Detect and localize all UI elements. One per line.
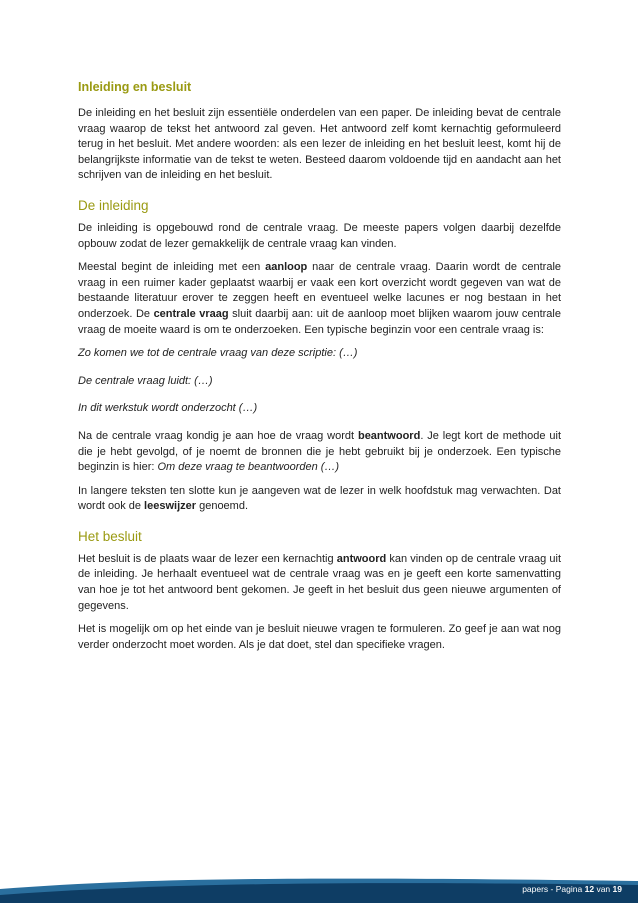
heading-inleiding: De inleiding [78,197,149,213]
footer-band [0,875,638,903]
page-content [78,80,561,661]
example-sentence-1: Zo komen we tot de centrale vraag van deze scriptie: (…) [78,347,358,360]
inleiding-paragraph-4: In langere teksten ten slotte kun je aangeven wat de lezer in welk hoofdstuk mag verwachten. Dat wordt ook de leeswijzer genoemd. [78,484,561,513]
besluit-paragraph-1: Het besluit is de plaats waar de lezer een kernachtig antwoord kan vinden op de centrale vraag uit de inleiding. Je herhaalt eventueel wat de centrale vraag was en je geeft een korte samenvatting van hoe je tot het antwoord bent gekomen. Je geeft in het besluit dus geen nieuwe argumenten of gegevens. [78,552,561,612]
heading-besluit: Het besluit [78,528,142,544]
besluit-paragraph-2: Het is mogelijk om op het einde van je besluit nieuwe vragen te formuleren. Zo geef je aan wat nog verder onderzocht moet worden. Als je dat doet, stel dan specifieke vragen. [78,623,561,651]
intro-paragraph: De inleiding en het besluit zijn essentiële onderdelen van een paper. De inleiding bevat de centrale vraag waarop de tekst het antwoord zal geven. Het antwoord zelf komt kernachtig geformuleerd terug in het besluit. Met andere woorden: als een lezer de inleiding en het besluit leest, komt hij de belangrijkste informatie van de tekst te weten. Besteed daarom voldoende tijd en aandacht aan het schrijven van de inleiding en het besluit. [78,107,561,182]
example-inline: Om deze vraag te beantwoorden (…) [157,461,340,474]
page-number-label: papers - Pagina 12 van 19 [522,884,622,894]
example-sentence-2: De centrale vraag luidt: (…) [78,374,213,387]
term-antwoord: antwoord [336,552,387,565]
term-leeswijzer: leeswijzer [144,500,197,513]
inleiding-paragraph-3: Na de centrale vraag kondig je aan hoe de vraag wordt beantwoord. Je legt kort de methode uit die je hebt gevolgd, of je noemt de bronnen die je hebt gebruikt bij je onderzoek. Een typische beginzin is hier: Om deze vraag te beantwoorden (…) [78,429,561,474]
inleiding-paragraph-2: Meestal begint de inleiding met een aanloop naar de centrale vraag. Daarin wordt de centrale vraag in een ruimer kader geplaatst waarbij er vaak een kort overzicht wordt gegeven van wat de bestaande literatuur erover te zeggen heeft en eventueel welke lacunes er nog bestaan in het onderzoek. De centrale vraag sluit daarbij aan: uit de aanloop moet blijken waarom jouw centrale vraag de moeite waard is om te onderzoeken. Een typische beginzin voor een centrale vraag is: [78,261,562,336]
inleiding-paragraph-1: De inleiding is opgebouwd rond de centrale vraag. De meeste papers volgen daarbij dezelfde opbouw zodat de lezer gemakkelijk de centrale vraag kan vinden. [78,221,561,250]
section-title: Inleiding en besluit [78,80,192,94]
example-sentence-3: In dit werkstuk wordt onderzocht (…) [78,402,258,415]
term-beantwoord: beantwoord [357,429,421,442]
term-aanloop: aanloop [265,261,308,274]
term-centrale-vraag: centrale vraag [153,307,229,320]
